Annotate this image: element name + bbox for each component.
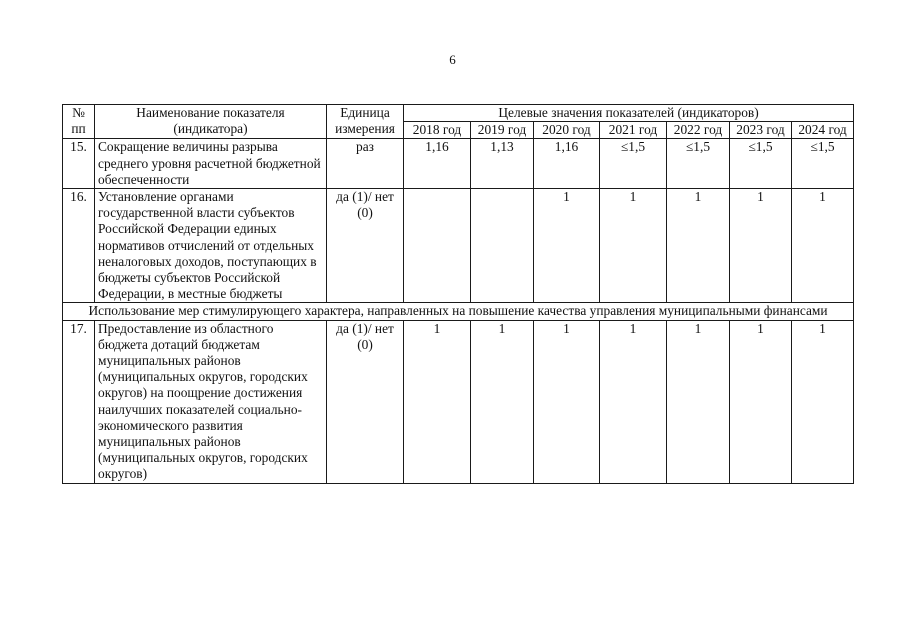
unit-cell: да (1)/ нет (0): [327, 320, 404, 483]
row-number: 15.: [63, 139, 95, 189]
header-name: Наименование показателя (индикатора): [95, 105, 327, 139]
value-cell: ≤1,5: [730, 139, 792, 189]
header-year: 2021 год: [600, 122, 667, 139]
value-cell: 1: [792, 320, 854, 483]
value-cell: 1: [534, 320, 600, 483]
header-year: 2024 год: [792, 122, 854, 139]
row-number: 16.: [63, 189, 95, 303]
value-cell: ≤1,5: [792, 139, 854, 189]
header-targets: Целевые значения показателей (индикаторов): [404, 105, 854, 122]
value-cell: ≤1,5: [600, 139, 667, 189]
value-cell: [471, 189, 534, 303]
section-title: Использование мер стимулирующего характера, направленных на повышение качества управления муниципальными финансами: [63, 303, 854, 320]
header-year: 2020 год: [534, 122, 600, 139]
value-cell: 1,13: [471, 139, 534, 189]
value-cell: 1,16: [534, 139, 600, 189]
page-number: 6: [449, 52, 456, 67]
unit-cell: да (1)/ нет (0): [327, 189, 404, 303]
header-num: № пп: [63, 105, 95, 139]
indicator-name: Сокращение величины разрыва среднего уровня расчетной бюджетной обеспеченности: [95, 139, 327, 189]
header-year: 2023 год: [730, 122, 792, 139]
value-cell: 1,16: [404, 139, 471, 189]
value-cell: [404, 189, 471, 303]
value-cell: 1: [667, 320, 730, 483]
header-row: [63, 105, 854, 122]
value-cell: 1: [730, 320, 792, 483]
indicators-table: [62, 104, 854, 484]
value-cell: 1: [471, 320, 534, 483]
header-unit: Единица измерения: [327, 105, 404, 139]
value-cell: 1: [792, 189, 854, 303]
unit-cell: раз: [327, 139, 404, 189]
indicator-name: Установление органами государственной власти субъектов Российской Федерации единых нормативов отчислений от отдельных неналоговых доходов, поступающих в бюджеты субъектов Российской Федерации, в местные бюджеты: [95, 189, 327, 303]
table-row: [63, 320, 854, 483]
header-year: 2022 год: [667, 122, 730, 139]
value-cell: 1: [600, 189, 667, 303]
section-row: [63, 303, 854, 320]
value-cell: 1: [730, 189, 792, 303]
header-year: 2018 год: [404, 122, 471, 139]
value-cell: 1: [600, 320, 667, 483]
value-cell: ≤1,5: [667, 139, 730, 189]
value-cell: 1: [404, 320, 471, 483]
value-cell: 1: [667, 189, 730, 303]
table-row: [63, 189, 854, 303]
header-year: 2019 год: [471, 122, 534, 139]
table-row: [63, 139, 854, 189]
row-number: 17.: [63, 320, 95, 483]
indicator-name: Предоставление из областного бюджета дотаций бюджетам муниципальных районов (муниципальных округов, городских округов) на поощрение достижения наилучших показателей социально-экономического развития муниципальных районов (муниципальных округов, городских округов): [95, 320, 327, 483]
value-cell: 1: [534, 189, 600, 303]
